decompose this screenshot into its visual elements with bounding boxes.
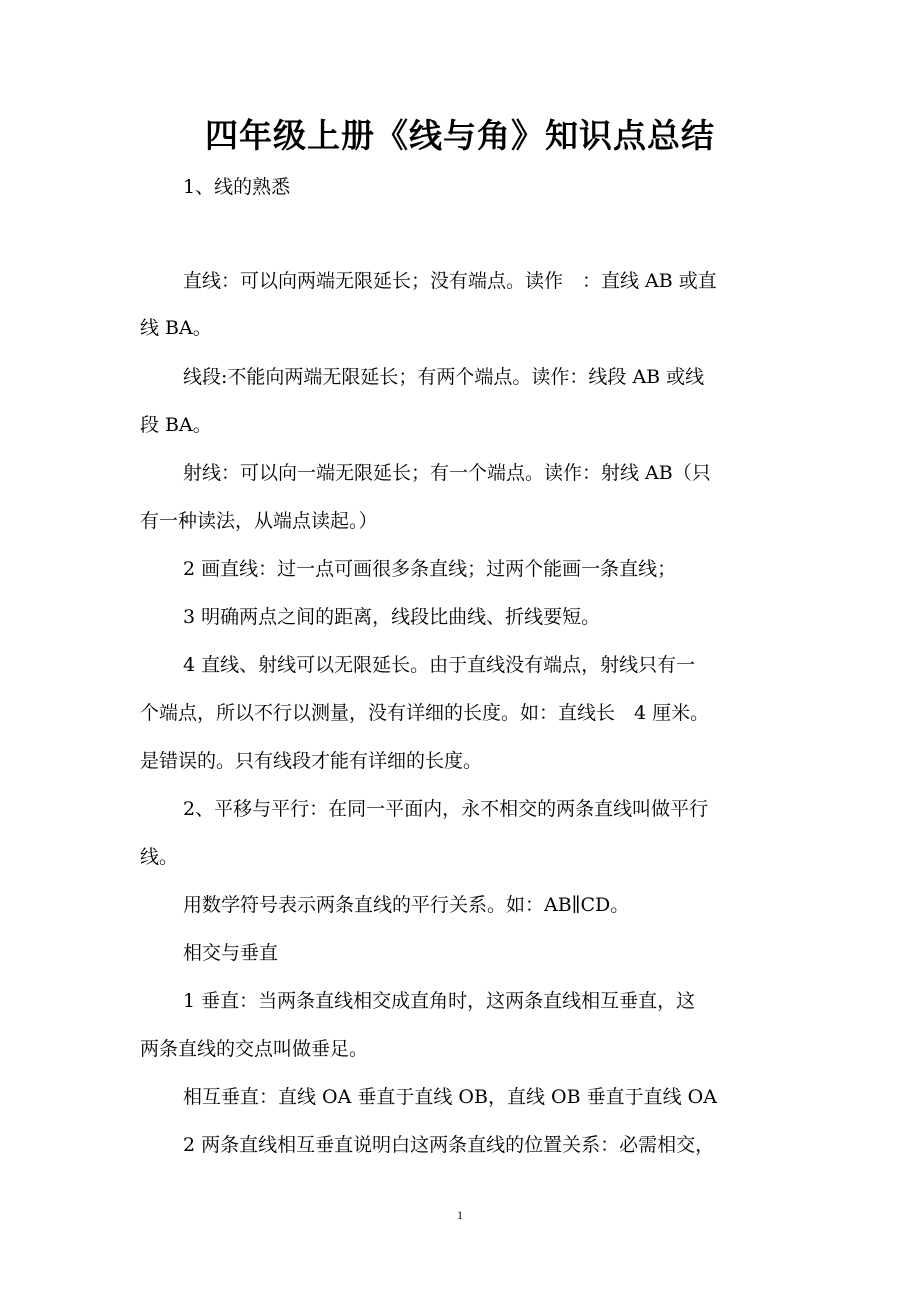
paragraph-line: 线。 (140, 846, 179, 868)
paragraph-line: 相互垂直：直线 OA 垂直于直线 OB，直线 OB 垂直于直线 OA (183, 1086, 717, 1108)
paragraph-line: 直线：可以向两端无限延长；没有端点。读作 ：直线 AB 或直 (183, 270, 717, 292)
paragraph-line: 是错误的。只有线段才能有详细的长度。 (140, 750, 483, 772)
paragraph-line: 2 两条直线相互垂直说明白这两条直线的位置关系：必需相交， (183, 1134, 715, 1156)
paragraph-line: 1 垂直：当两条直线相交成直角时，这两条直线相互垂直，这 (183, 990, 696, 1012)
paragraph-line: 2、平移与平行：在同一平面内，永不相交的两条直线叫做平行 (183, 798, 709, 820)
paragraph-line: 4 直线、射线可以无限延长。由于直线没有端点，射线只有一 (183, 654, 696, 676)
section-heading-intersect-perpendicular: 相交与垂直 (183, 942, 279, 964)
paragraph-line: 个端点，所以不行以测量，没有详细的长度。如：直线长 4 厘米。 (140, 702, 710, 724)
paragraph-line: 段 BA。 (140, 414, 212, 436)
document-title: 四年级上册《线与角》知识点总结 (205, 116, 715, 155)
paragraph-line: 有一种读法，从端点读起。） (140, 510, 378, 532)
paragraph-line: 线 BA。 (140, 317, 212, 339)
page-number: 1 (457, 1208, 463, 1222)
paragraph-line: 两条直线的交点叫做垂足。 (140, 1038, 369, 1060)
paragraph-line: 3 明确两点之间的距离，线段比曲线、折线要短。 (183, 606, 601, 628)
paragraph-line: 2 画直线：过一点可画很多条直线；过两个能画一条直线； (183, 558, 677, 580)
paragraph-line: 线段:不能向两端无限延长；有两个端点。读作：线段 AB 或线 (183, 366, 705, 388)
paragraph-line: 射线：可以向一端无限延长；有一个端点。读作：射线 AB（只 (183, 462, 711, 484)
section-heading-line-recognition: 1、线的熟悉 (183, 176, 291, 198)
paragraph-line: 用数学符号表示两条直线的平行关系。如：AB∥CD。 (183, 894, 630, 916)
